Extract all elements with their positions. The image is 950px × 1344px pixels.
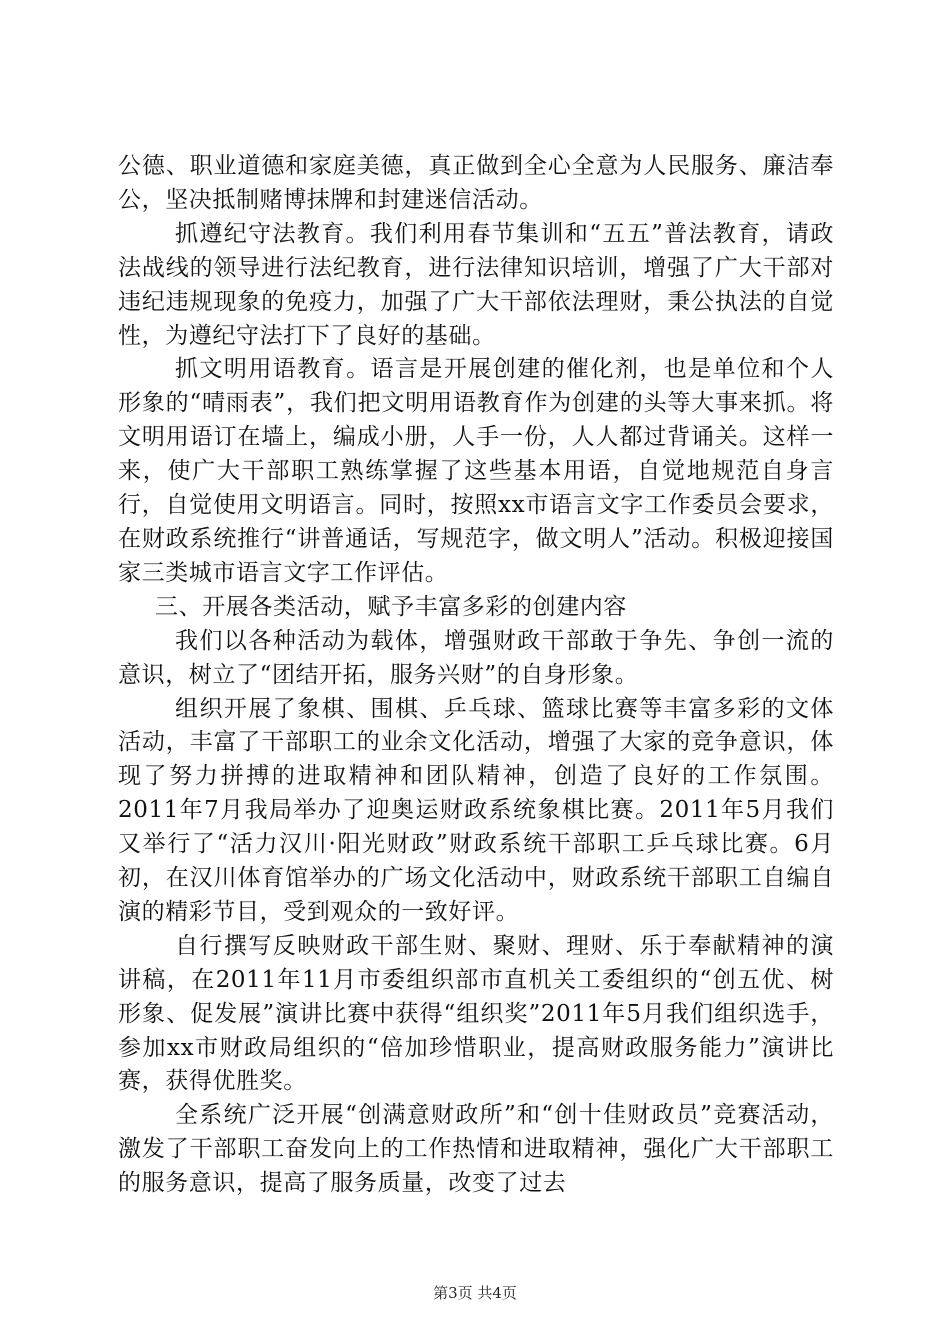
section-heading: 三、开展各类活动，赋予丰富多彩的创建内容 bbox=[155, 593, 627, 620]
paragraph-7: 全系统广泛开展“创满意财政所”和“创十佳财政员”竞赛活动，激发了干部职工奋发向上的工作热情和进取精神，强化广大干部职工的服务意识，提高了服务质量，改变了过去 bbox=[118, 1102, 834, 1197]
paragraph-4: 我们以各种活动为载体，增强财政干部敢于争先、争创一流的意识，树立了“团结开拓，服务兴财”的自身形象。 bbox=[118, 627, 834, 688]
paragraph-6: 自行撰写反映财政干部生财、聚财、理财、乐于奉献精神的演讲稿，在2011年11月市委组织部市直机关工委组织的“创五优、树形象、促发展”演讲比赛中获得“组织奖”2011年5月我们组织选手，参加xx市财政局组织的“倍加珍惜职业，提高财政服务能力”演讲比赛，获得优胜奖。 bbox=[118, 932, 834, 1095]
page-footer: 第3页 共4页 bbox=[433, 1284, 517, 1302]
paragraph-5: 组织开展了象棋、围棋、乒乓球、篮球比赛等丰富多彩的文体活动，丰富了干部职工的业余文化活动，增强了大家的竞争意识，体现了努力拼搏的进取精神和团队精神，创造了良好的工作氛围。2011年7月我局举办了迎奥运财政系统象棋比赛。2011年5月我们又举行了“活力汉川·阳光财政”财政系统干部职工乒乓球比赛。6月初，在汉川体育馆举办的广场文化活动中，财政系统干部职工自编自演的精彩节目，受到观众的一致好评。 bbox=[118, 695, 834, 925]
paragraph-1: 公德、职业道德和家庭美德，真正做到全心全意为人民服务、廉洁奉公，坚决抵制赌博抹牌和封建迷信活动。 bbox=[118, 153, 834, 213]
document-body bbox=[118, 150, 834, 1201]
paragraph-2: 抓遵纪守法教育。我们利用春节集训和“五五”普法教育，请政法战线的领导进行法纪教育，进行法律知识培训，增强了广大干部对违纪违规现象的免疫力，加强了广大干部依法理财，秉公执法的自觉性，为遵纪守法打下了良好的基础。 bbox=[118, 220, 834, 349]
paragraph-3: 抓文明用语教育。语言是开展创建的催化剂，也是单位和个人形象的“晴雨表”，我们把文明用语教育作为创建的头等大事来抓。将文明用语订在墙上，编成小册，人手一份，人人都过背诵关。这样一来，使广大干部职工熟练掌握了这些基本用语，自觉地规范自身言行，自觉使用文明语言。同时，按照xx市语言文字工作委员会要求，在财政系统推行“讲普通话，写规范字，做文明人”活动。积极迎接国家三类城市语言文字工作评估。 bbox=[118, 356, 834, 586]
